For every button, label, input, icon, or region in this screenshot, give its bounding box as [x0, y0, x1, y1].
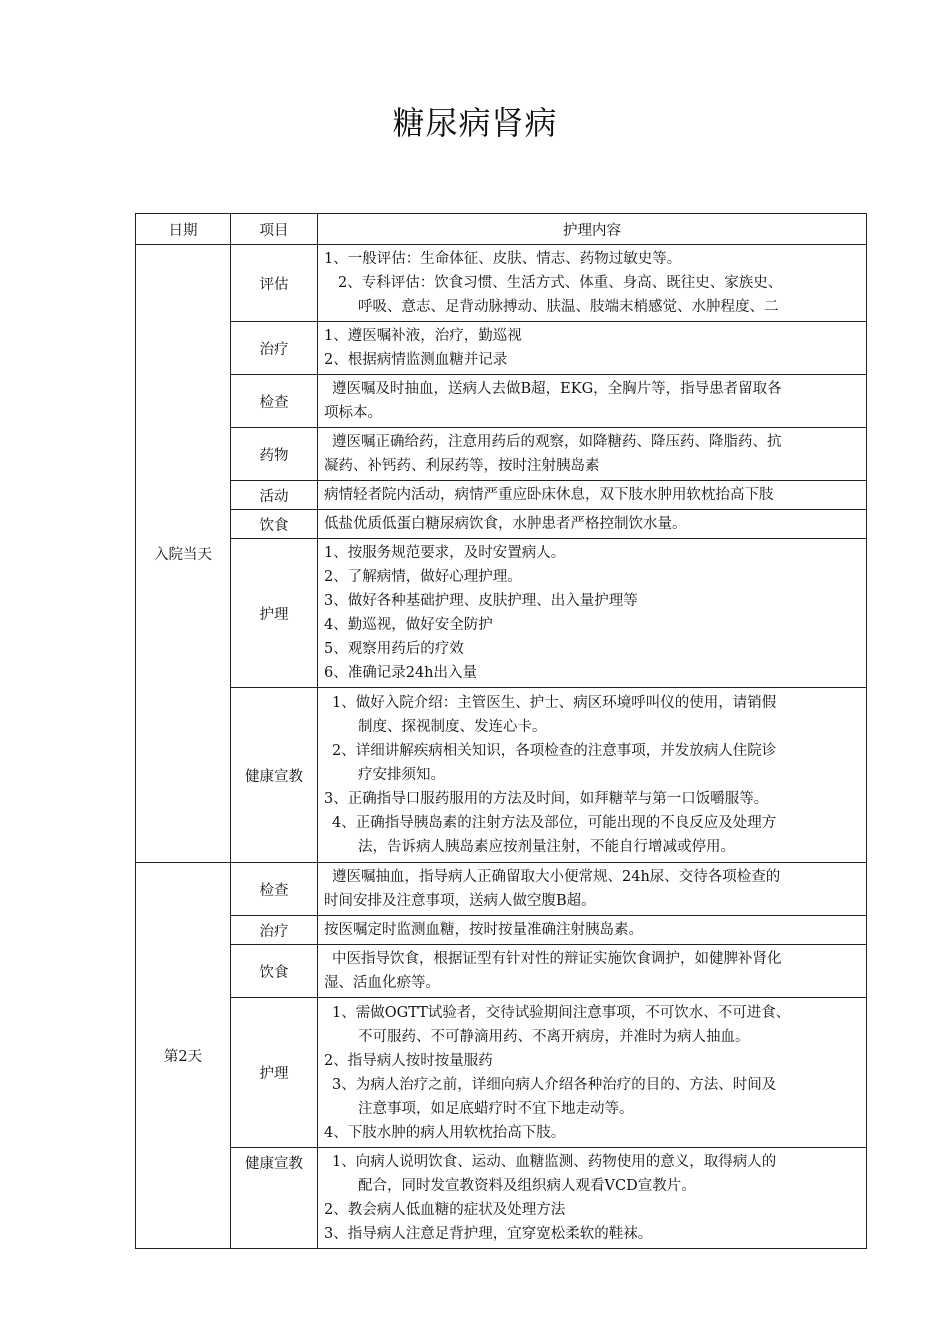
table-row: [136, 375, 867, 428]
header-content: 护理内容: [318, 214, 867, 245]
table-row: [136, 916, 867, 945]
item-cell: 护理: [231, 539, 318, 688]
table-row: [136, 245, 867, 322]
content-line: 疗安排须知。: [358, 767, 445, 783]
content-line: 法，告诉病人胰岛素应按剂量注射，不能自行增减或停用。: [358, 839, 735, 855]
header-date: 日期: [136, 214, 231, 245]
content-line: 3、正确指导口服药服用的方法及时间，如拜糖苹与第一口饭嚼服等。: [324, 791, 769, 807]
table-row: [136, 322, 867, 375]
content-line: 病情轻者院内活动，病情严重应卧床休息，双下肢水肿用软枕抬高下肢: [324, 487, 774, 503]
item-cell: 检查: [231, 375, 318, 428]
content-line: 呼吸、意志、足背动脉搏动、肤温、肢端末梢感觉、水肿程度、二: [358, 299, 779, 315]
content-line: 遵医嘱抽血，指导病人正确留取大小便常规、24h尿、交待各项检查的: [332, 869, 781, 885]
content-cell: [318, 916, 867, 945]
content-cell: [318, 998, 867, 1148]
content-line: 凝药、补钙药、利尿药等，按时注射胰岛素: [324, 458, 600, 474]
content-line: 1、按服务规范要求，及时安置病人。: [324, 545, 566, 561]
content-line: 4、下肢水肿的病人用软枕抬高下肢。: [324, 1124, 566, 1141]
content-line: 3、指导病人注意足背护理，宜穿宽松柔软的鞋袜。: [324, 1226, 653, 1242]
content-line: 湿、活血化瘀等。: [324, 975, 440, 991]
content-line: 1、做好入院介绍：主管医生、护士、病区环境呼叫仪的使用，请销假: [332, 695, 777, 711]
content-line: 1、向病人说明饮食、运动、血糖监测、药物使用的意义，取得病人的: [332, 1154, 777, 1170]
item-cell: 检查: [231, 863, 318, 916]
content-cell: [318, 863, 867, 916]
content-cell: [318, 322, 867, 375]
content-line: 注意事项，如足底蜡疗时不宜下地走动等。: [358, 1100, 634, 1117]
content-cell: [318, 510, 867, 539]
item-cell: 活动: [231, 481, 318, 510]
table-row: [136, 481, 867, 510]
content-line: 1、需做OGTT试验者，交待试验期间注意事项，不可饮水、不可进食、: [332, 1004, 791, 1021]
page-title: 糖尿病肾病: [392, 104, 558, 142]
table-row: [136, 945, 867, 998]
table-row: [136, 863, 867, 916]
table-row: [136, 539, 867, 688]
item-cell: 治疗: [231, 322, 318, 375]
table-header-row: [136, 214, 867, 245]
content-line: 1、遵医嘱补液，治疗，勤巡视: [324, 328, 522, 344]
content-line: 制度、探视制度、发连心卡。: [358, 719, 547, 735]
content-line: 2、详细讲解疾病相关知识，各项检查的注意事项，并发放病人住院诊: [332, 743, 777, 759]
content-line: 1、一般评估：生命体征、皮肤、情志、药物过敏史等。: [324, 251, 682, 267]
content-cell: [318, 539, 867, 688]
content-line: 4、正确指导胰岛素的注射方法及部位，可能出现的不良反应及处理方: [332, 815, 777, 831]
date-cell-day2: 第2天: [136, 863, 231, 1249]
content-cell: [318, 688, 867, 863]
nursing-plan-table: [135, 213, 867, 1249]
item-cell: 饮食: [231, 510, 318, 539]
content-line: 项标本。: [324, 405, 382, 421]
content-line: 配合，同时发宣教资料及组织病人观看VCD宣教片。: [358, 1178, 696, 1194]
content-line: 不可服药、不可静滴用药、不离开病房，并准时为病人抽血。: [358, 1028, 750, 1045]
content-line: 2、了解病情，做好心理护理。: [324, 569, 522, 585]
content-line: 3、做好各种基础护理、皮肤护理、出入量护理等: [324, 593, 638, 609]
content-line: 3、为病人治疗之前，详细向病人介绍各种治疗的目的、方法、时间及: [332, 1076, 777, 1093]
item-cell: 健康宣教: [231, 688, 318, 863]
content-cell: [318, 945, 867, 998]
content-line: 2、根据病情监测血糖并记录: [324, 352, 508, 368]
item-cell: 健康宣教: [231, 1148, 318, 1249]
content-cell: [318, 245, 867, 322]
item-cell: 评估: [231, 245, 318, 322]
date-cell-day1: 入院当天: [136, 245, 231, 863]
table-row: [136, 1148, 867, 1249]
content-cell: [318, 481, 867, 510]
item-cell: 护理: [231, 998, 318, 1148]
header-item: 项目: [231, 214, 318, 245]
content-line: 时间安排及注意事项，送病人做空腹B超。: [324, 893, 596, 909]
table-row: [136, 688, 867, 863]
content-cell: [318, 375, 867, 428]
item-cell: 饮食: [231, 945, 318, 998]
content-line: 2、教会病人低血糖的症状及处理方法: [324, 1202, 566, 1218]
content-line: 低盐优质低蛋白糖尿病饮食，水肿患者严格控制饮水量。: [324, 516, 687, 532]
table-row: [136, 428, 867, 481]
content-line: 2、指导病人按时按量服药: [324, 1052, 493, 1069]
content-cell: [318, 1148, 867, 1249]
item-cell: 治疗: [231, 916, 318, 945]
content-line: 4、勤巡视，做好安全防护: [324, 617, 493, 633]
content-line: 5、观察用药后的疗效: [324, 641, 464, 657]
table-row: [136, 510, 867, 539]
content-line: 遵医嘱及时抽血，送病人去做B超，EKG，全胸片等，指导患者留取各: [332, 381, 782, 397]
table-row: [136, 998, 867, 1148]
content-line: 2、专科评估：饮食习惯、生活方式、体重、身高、既往史、家族史、: [338, 275, 783, 291]
content-line: 6、准确记录24h出入量: [324, 665, 478, 681]
content-line: 中医指导饮食，根据证型有针对性的辩证实施饮食调护，如健脾补肾化: [332, 951, 782, 967]
content-cell: [318, 428, 867, 481]
content-line: 按医嘱定时监测血糖，按时按量准确注射胰岛素。: [324, 922, 643, 938]
item-cell: 药物: [231, 428, 318, 481]
content-line: 遵医嘱正确给药，注意用药后的观察，如降糖药、降压药、降脂药、抗: [332, 434, 782, 450]
